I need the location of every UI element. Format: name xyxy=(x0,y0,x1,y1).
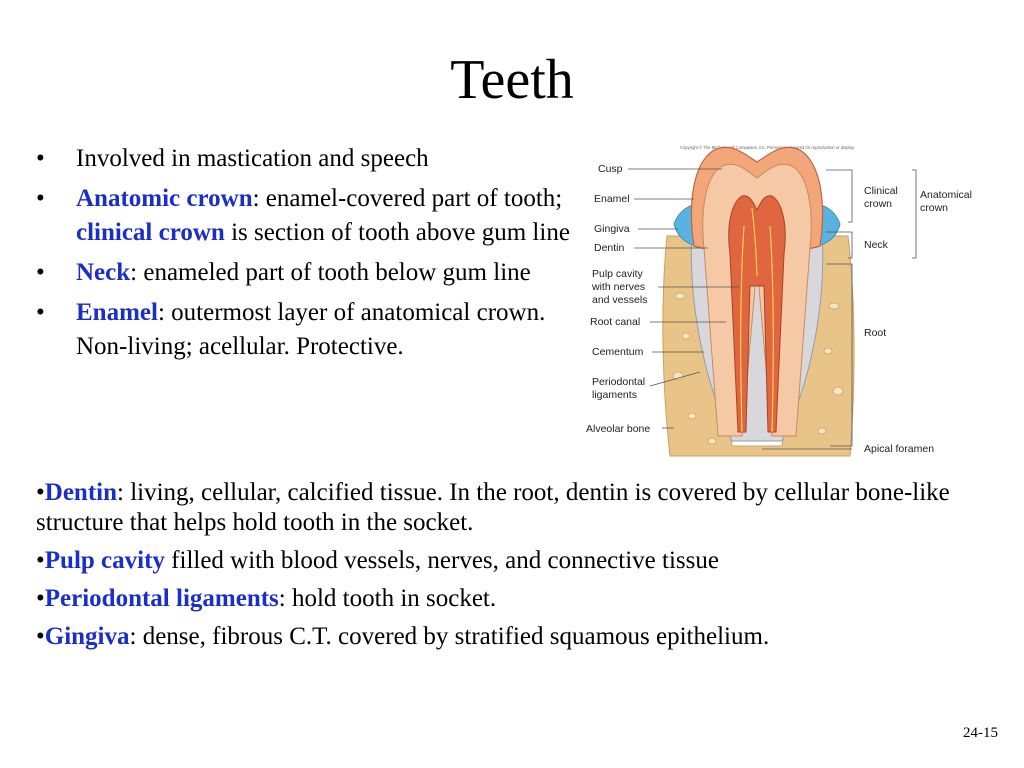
term-gingiva: Gingiva xyxy=(44,623,130,650)
bullet-marker: • xyxy=(36,145,45,172)
term-anatomic-crown: Anatomic crown xyxy=(76,185,253,212)
label-gingiva: Gingiva xyxy=(594,223,630,235)
label-pulp-cavity-3: and vessels xyxy=(592,294,648,306)
bullet-gingiva: •Gingiva: dense, fibrous C.T. covered by stratified squamous epithelium. xyxy=(36,623,770,650)
bullet-enamel: • Enamel: outermost layer of anatomical crown. Non-living; acellular. Protective. xyxy=(36,296,576,364)
label-anatomical-crown-1: Anatomical xyxy=(920,189,972,201)
label-pulp-cavity-1: Pulp cavity xyxy=(592,268,643,280)
label-alveolar-bone: Alveolar bone xyxy=(586,423,651,435)
bullet-marker: • xyxy=(36,299,45,326)
bullet-anatomic-crown: • Anatomic crown: enamel-covered part of tooth; clinical crown is section of tooth above gum line xyxy=(36,182,576,250)
label-anatomical-crown-2: crown xyxy=(920,202,949,214)
bullet-periodontal-ligaments: •Periodontal ligaments: hold tooth in socket. xyxy=(36,585,497,612)
bullet-marker: • xyxy=(36,259,45,286)
label-root: Root xyxy=(864,327,887,339)
label-periodontal-1: Periodontal xyxy=(592,376,646,388)
tooth-diagram xyxy=(582,136,992,466)
term-clinical-crown: clinical crown xyxy=(76,219,225,246)
bottom-bullet-list xyxy=(36,478,986,660)
bullet-neck: • Neck: enameled part of tooth below gum line xyxy=(36,256,576,290)
term-pulp-cavity: Pulp cavity xyxy=(44,547,165,574)
term-neck: Neck xyxy=(76,259,131,286)
term-dentin: Dentin xyxy=(44,479,117,506)
bullet-pulp-cavity: •Pulp cavity filled with blood vessels, nerves, and connective tissue xyxy=(36,547,719,574)
label-apical-foramen: Apical foramen xyxy=(864,443,935,455)
slide-title: Teeth xyxy=(450,49,574,111)
label-cementum: Cementum xyxy=(592,346,644,358)
label-dentin: Dentin xyxy=(594,242,625,254)
label-clinical-crown-1: Clinical xyxy=(864,185,898,197)
label-root-canal: Root canal xyxy=(590,316,641,328)
figure-copyright: Copyright © The McGraw-Hill Companies, Inc. Permission required for reproduction or display. xyxy=(680,145,855,150)
label-enamel: Enamel xyxy=(594,193,630,205)
label-clinical-crown-2: crown xyxy=(864,198,893,210)
tooth-illustration xyxy=(582,136,992,466)
bullet-mastication: • Involved in mastication and speech xyxy=(36,142,576,176)
label-cusp: Cusp xyxy=(598,163,623,175)
bullet-dentin: •Dentin: living, cellular, calcified tissue. In the root, dentin is covered by cellular bone-like structure that helps hold tooth in the socket. xyxy=(36,479,950,536)
label-neck: Neck xyxy=(864,239,888,251)
term-enamel: Enamel xyxy=(76,299,158,326)
top-bullet-list xyxy=(36,142,576,370)
page-number: 24-15 xyxy=(963,725,998,741)
bullet-marker: • xyxy=(36,185,45,212)
label-pulp-cavity-2: with nerves xyxy=(592,281,646,293)
term-periodontal-ligaments: Periodontal ligaments xyxy=(44,585,279,612)
label-periodontal-2: ligaments xyxy=(592,389,637,401)
